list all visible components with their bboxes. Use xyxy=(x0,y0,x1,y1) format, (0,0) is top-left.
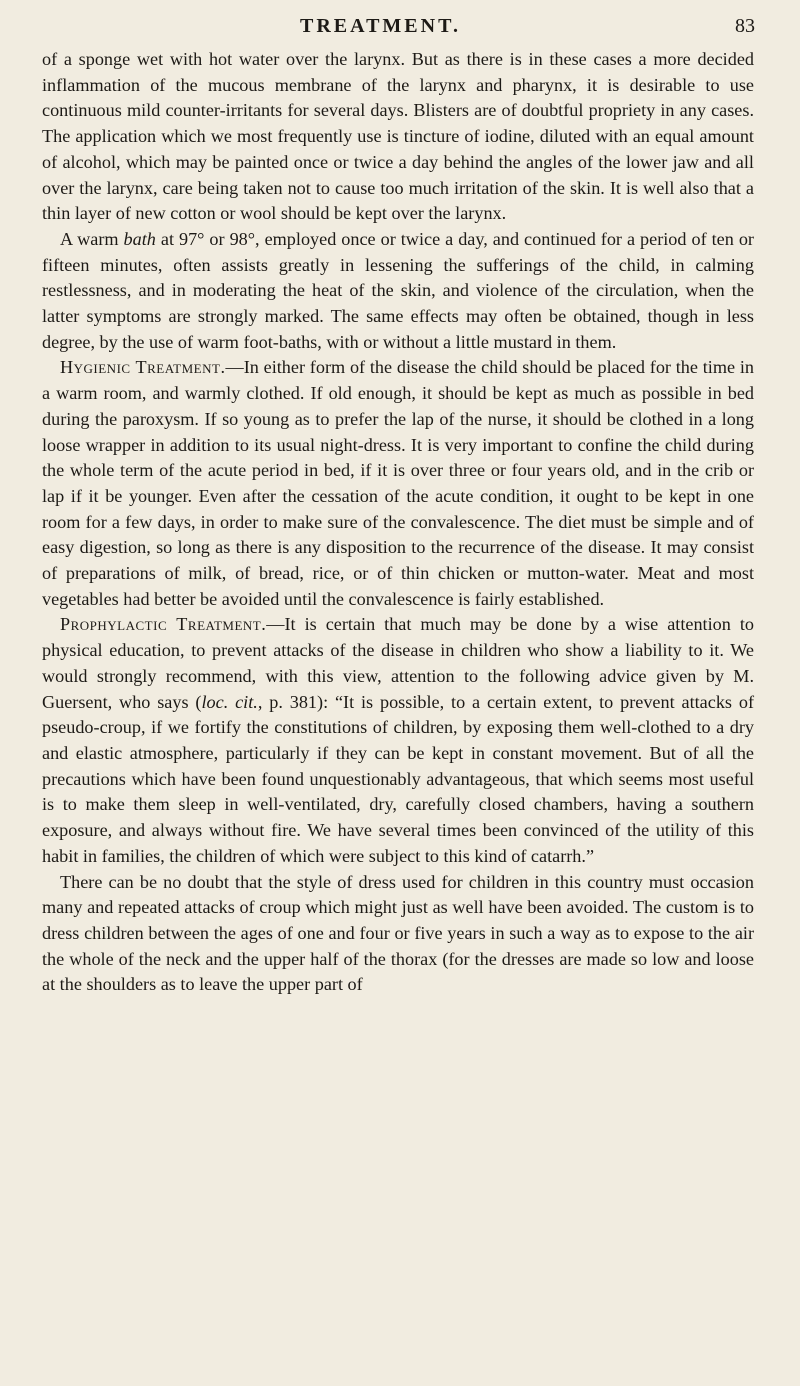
paragraph-2-lead: A warm xyxy=(60,228,124,249)
paragraph-4-citation: loc. cit. xyxy=(201,691,258,712)
hygienic-treatment-heading: Hygienic Treatment. xyxy=(60,357,226,378)
paragraph-4-text: , p. 381): “It is possible, to a certain extent, to prevent attacks of pseudo-croup, if we fortify the constitutions of children, by exposing them well-clothed to a dry and elastic atmosphere, particularly if they can be kept in constant movement. But of all the precautions which have been found unquestionably advantageous, that which seems most useful is to make them sleep in well-ventilated, dry, carefully closed chambers, having a southern exposure, and always without fire. We have several times been convinced of the utility of this habit in families, the children of which were subject to this kind of catarrh.” xyxy=(42,691,755,866)
page-number: 83 xyxy=(735,15,755,37)
running-title: TREATMENT. xyxy=(300,15,461,37)
paragraph-5-text: There can be no doubt that the style of dress used for children in this country must occasion many and repeated attacks of croup which might just as well have been avoided. The custom is to dress children between the ages of one and four or five years in such a way as to expose to the air the whole of the neck and the upper half of the thorax (for the dresses are made so low and loose at the shoulders as to leave the upper part of xyxy=(42,871,754,995)
paragraph-4 xyxy=(42,612,754,869)
paragraph-4-lead: —It is certain that much may be done by a wise attention to physical education, to prevent attacks of the disease in children who show a liability to it. We would strongly recommend, with this view, attention to the following advice given by M. Guersent, who says ( xyxy=(42,614,754,712)
prophylactic-treatment-heading: Prophylactic Treatment. xyxy=(60,614,267,635)
paragraph-2-text: at 97° or 98°, employed once or twice a day, and continued for a period of ten or fifteen minutes, often assists greatly in lessening the sufferings of the child, in calming restlessness, and in moderating the heat of the skin, and violence of the circulation, when the latter symptoms are strongly marked. The same effects may often be obtained, though in less degree, by the use of warm foot-baths, with or without a little mustard in them. xyxy=(42,228,754,352)
paragraph-3 xyxy=(42,355,754,612)
paragraph-1-text: of a sponge wet with hot water over the larynx. But as there is in these cases a more decided inflammation of the mucous membrane of the larynx and pharynx, it is desirable to use continuous mild counter-irritants for several days. Blisters are of doubtful propriety in any cases. The application which we most frequently use is tincture of iodine, diluted with an equal amount of alcohol, which may be painted once or twice a day behind the angles of the lower jaw and all over the larynx, care being taken not to cause too much irritation of the skin. It is well also that a thin layer of new cotton or wool should be kept over the larynx. xyxy=(42,49,754,224)
paragraph-5 xyxy=(42,870,754,999)
paragraph-2-italic: bath xyxy=(123,228,156,249)
paragraph-1 xyxy=(42,47,754,227)
running-head xyxy=(0,11,800,41)
paragraph-3-text: —In either form of the disease the child should be placed for the time in a warm room, and warmly clothed. If old enough, it should be kept as much as possible in bed during the paroxysm. If so young as to prefer the lap of the nurse, it should be clothed in a long loose wrapper in addition to its usual night-dress. It is very important to confine the child during the whole term of the acute period in bed, if it is over three or four years old, and in the crib or lap if it be younger. Even after the cessation of the acute condition, it ought to be kept in one room for a few days, in order to make sure of the convalescence. The diet must be simple and of easy digestion, so long as there is any disposition to the recurrence of the disease. It may consist of preparations of milk, of bread, rice, or of thin chicken or mutton-water. Meat and most vegetables had better be avoided until the convalescence is fairly established. xyxy=(42,357,754,609)
body-text xyxy=(42,47,754,998)
paragraph-2 xyxy=(42,227,754,356)
